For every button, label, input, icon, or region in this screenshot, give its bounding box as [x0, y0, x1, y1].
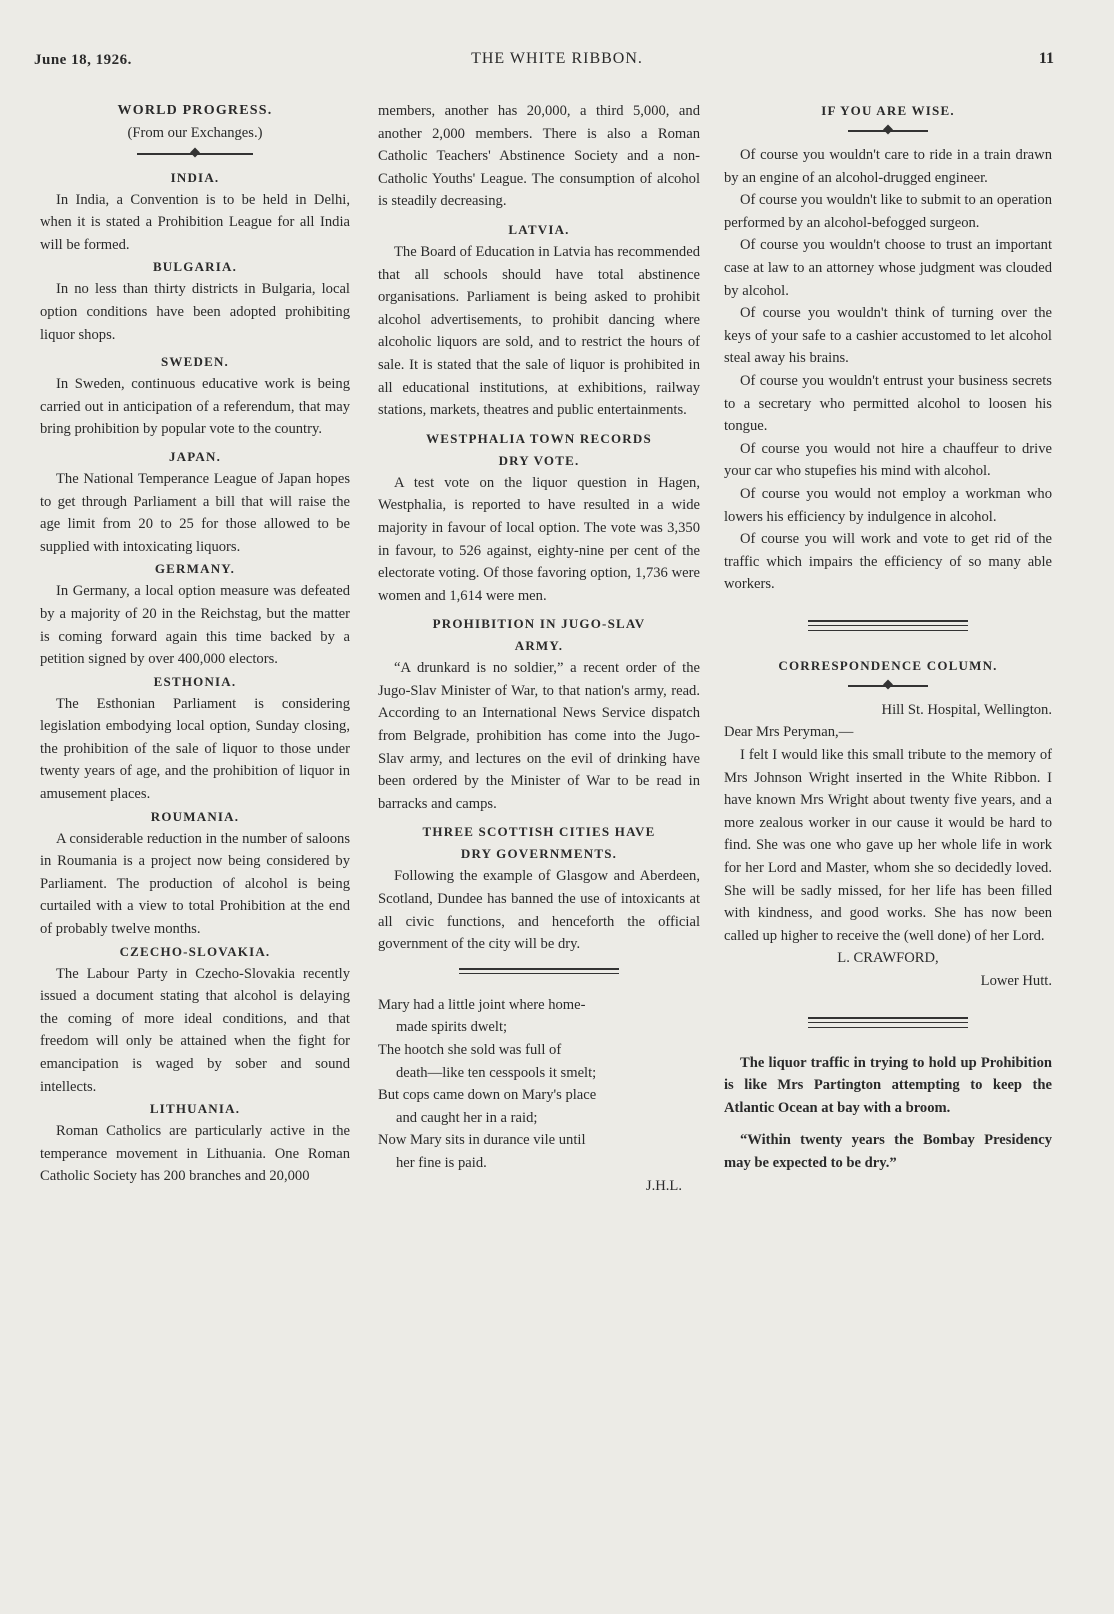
paragraph-jugo-slav: “A drunkard is no soldier,” a recent order of the Jugo-Slav Minister of War, to that nation's army, read. According to an International News Service dispatch from Belgrade, prohibition has come into the Jugo-Slav army, and lectures on the evil of drinking have been ordered by the Minister of War to be read in barracks and camps. [378, 660, 700, 812]
paragraph-bulgaria: In no less than thirty districts in Bulgaria, local option conditions have been adopted prohibiting liquor shops. [40, 281, 350, 343]
double-rule-divider [808, 1017, 968, 1023]
page-header [0, 46, 1114, 76]
paragraph-latvia: The Board of Education in Latvia has recommended that all schools should have total abstinence organisations. Parliament is being asked to prohibit alcohol advertisements, to prohibit dancing where alcoholic liquors are sold, and to restrict the hours of sale. It is stated that the sale of liquor is prohibited in all educational institutions, at exhibitions, railway stations, markets, theatres and public entertainments. [378, 243, 700, 419]
heading-westphalia-line2: DRY VOTE. [498, 452, 580, 468]
paragraph-czecho-slovakia: The Labour Party in Czecho-Slovakia recently issued a document stating that alcohol is delaying the coming of more ideal conditions, and that freedom will only be attained when the fight for emancipation is waged by sober and sound intellects. [40, 965, 350, 1095]
heading-czecho-slovakia: CZECHO-SLOVAKIA. [119, 943, 271, 959]
heading-roumania: ROUMANIA. [150, 808, 240, 824]
double-rule-divider [459, 968, 619, 974]
paragraph-japan: The National Temperance League of Japan hopes to get through Parliament a bill that will raise the age limit from 20 to 25 for those allowed to be supplied with intoxicating liquors. [40, 470, 350, 555]
column-1 [40, 100, 350, 1188]
paragraph-wise: Of course you will work and vote to get rid of the traffic which impairs the efficiency of so many able workers. [724, 531, 1052, 593]
paragraph-sweden: In Sweden, continuous educative work is being carried out in anticipation of a referendum, that may bring prohibition by popular vote to the country. [40, 376, 350, 438]
heading-jugo-slav-line2: ARMY. [514, 638, 564, 654]
ornamental-divider [848, 124, 928, 138]
column-3 [724, 100, 1052, 1175]
heading-india: INDIA. [170, 169, 220, 185]
poem-line: her fine is paid. [396, 1154, 487, 1171]
poem-line: The hootch she sold was full of [378, 1042, 562, 1058]
paragraph-germany: In Germany, a local option measure was defeated by a majority of 20 in the Reichstag, but the matter is coming forward again this time backed by a petition signed by over 400,000 electors. [40, 583, 350, 668]
poem-line: Now Mary sits in durance vile until [378, 1132, 586, 1149]
publication-title: THE WHITE RIBBON. [471, 50, 643, 67]
poem-line: death—like ten cesspools it smelt; [396, 1064, 597, 1081]
paragraph-lithuania: Roman Catholics are particularly active in the temperance movement in Lithuania. One Roman Catholic Society has 200 branches and 20,000 [40, 1123, 350, 1185]
paragraph-wise: Of course you wouldn't choose to trust an important case at law to an attorney whose judgment was clouded by alcohol. [724, 237, 1052, 299]
paragraph-liquor-traffic: The liquor traffic in trying to hold up Prohibition is like Mrs Partington attempting to keep the Atlantic Ocean at bay with a broom. [724, 1054, 1052, 1116]
paragraph-wise: Of course you wouldn't like to submit to an operation performed by an alcohol-befogged surgeon. [724, 192, 1052, 231]
heading-scottish-line2: DRY GOVERNMENTS. [460, 846, 618, 862]
single-rule-divider [808, 630, 968, 631]
paragraph-scottish: Following the example of Glasgow and Aberdeen, Scotland, Dundee has banned the use of intoxicants at all civic functions, and henceforth the official government of the city will be dry. [378, 868, 700, 953]
page-number: 11 [1038, 50, 1054, 67]
section-subtitle: (From our Exchanges.) [127, 125, 263, 141]
heading-westphalia-line1: WESTPHALIA TOWN RECORDS [426, 430, 652, 446]
paragraph-esthonia: The Esthonian Parliament is considering legislation embodying local option, Sunday closing, the prohibition of the sale of liquor to those under twenty years of age, and the prohibition of liquor in amusement places. [40, 695, 350, 803]
section-heading-world-progress: WORLD PROGRESS. [117, 103, 273, 118]
paragraph-india: In India, a Convention is to be held in Delhi, when it is stated a Prohibition League for all India will be formed. [40, 191, 350, 253]
single-rule-divider [808, 1027, 968, 1028]
poem-line: made spirits dwelt; [396, 1019, 508, 1036]
poem-signature: J.H.L. [645, 1177, 682, 1194]
issue-date: June 18, 1926. [34, 52, 132, 68]
heading-germany: GERMANY. [154, 561, 236, 577]
heading-lithuania: LITHUANIA. [149, 1101, 241, 1117]
double-rule-divider [808, 620, 968, 626]
ornamental-divider [137, 147, 253, 161]
letter-salutation: Dear Mrs Peryman,— [724, 724, 854, 741]
paragraph-wise: Of course you wouldn't entrust your business secrets to a secretary who permitted alcohol to loosen his tongue. [724, 372, 1052, 435]
letter-body: I felt I would like this small tribute to the memory of Mrs Johnson Wright inserted in the White Ribbon. I have known Mrs Wright about twenty five years, and a more zealous worker in our cause it would be hard to find. She was one who gave up her whole life in work for her Lord and Master, whom she so decidedly loved. She will be sadly missed, for her life has been filled with kindness, and good works. She has now been called up higher to receive the (well done) of her Lord. [724, 747, 1052, 944]
heading-sweden: SWEDEN. [161, 354, 229, 370]
paragraph-wise: Of course you would not hire a chauffeur to drive your car who stupefies his mind with alcohol. [724, 440, 1052, 480]
heading-scottish-line1: THREE SCOTTISH CITIES HAVE [422, 824, 656, 840]
paragraph-wise: Of course you wouldn't think of turning over the keys of your safe to a cashier accustomed to let alcohol steal away his brains. [724, 305, 1052, 367]
letter-place: Lower Hutt. [980, 973, 1052, 989]
heading-esthonia: ESTHONIA. [153, 673, 237, 689]
letter-signature: L. CRAWFORD, [837, 950, 939, 967]
paragraph-westphalia: A test vote on the liquor question in Hagen, Westphalia, is reported to have resulted in a wide majority in favour of local option. The vote was 3,350 in favour, to 526 against, eighty-nine per cent of the electorate voting. Of those favoring option, 1,736 were women and 1,614 were men. [378, 474, 700, 604]
letter-address: Hill St. Hospital, Wellington. [881, 701, 1052, 718]
poem-line: and caught her in a raid; [396, 1109, 538, 1126]
paragraph-bombay: “Within twenty years the Bombay Presidency may be expected to be dry.” [724, 1132, 1052, 1171]
heading-jugo-slav-line1: PROHIBITION IN JUGO-SLAV [432, 616, 646, 632]
heading-latvia: LATVIA. [508, 221, 570, 237]
paragraph-wise: Of course you wouldn't care to ride in a train drawn by an engine of an alcohol-drugged engineer. [724, 147, 1052, 186]
paragraph-lithuania-continued: members, another has 20,000, a third 5,000, and another 2,000 members. There is also a Roman Catholic Teachers' Abstinence Society and a non-Catholic Youths' League. The consumption of alcohol is steadily decreasing. [378, 103, 700, 210]
heading-japan: JAPAN. [168, 448, 222, 464]
poem-line: But cops came down on Mary's place [378, 1087, 597, 1104]
poem [378, 994, 700, 1197]
column-2 [378, 100, 700, 1197]
poem-line: Mary had a little joint where home- [378, 996, 586, 1013]
heading-correspondence-column: CORRESPONDENCE COLUMN. [778, 657, 998, 673]
heading-if-you-are-wise: IF YOU ARE WISE. [821, 103, 955, 118]
ornamental-divider [848, 679, 928, 693]
heading-bulgaria: BULGARIA. [152, 259, 238, 275]
paragraph-roumania: A considerable reduction in the number of saloons in Roumania is a project now being considered by Parliament. The production of alcohol is being curtailed with a view to total Prohibition at the end of probably twelve months. [40, 830, 350, 938]
paragraph-wise: Of course you would not employ a workman who lowers his efficiency by indulgence in alcohol. [724, 485, 1052, 525]
